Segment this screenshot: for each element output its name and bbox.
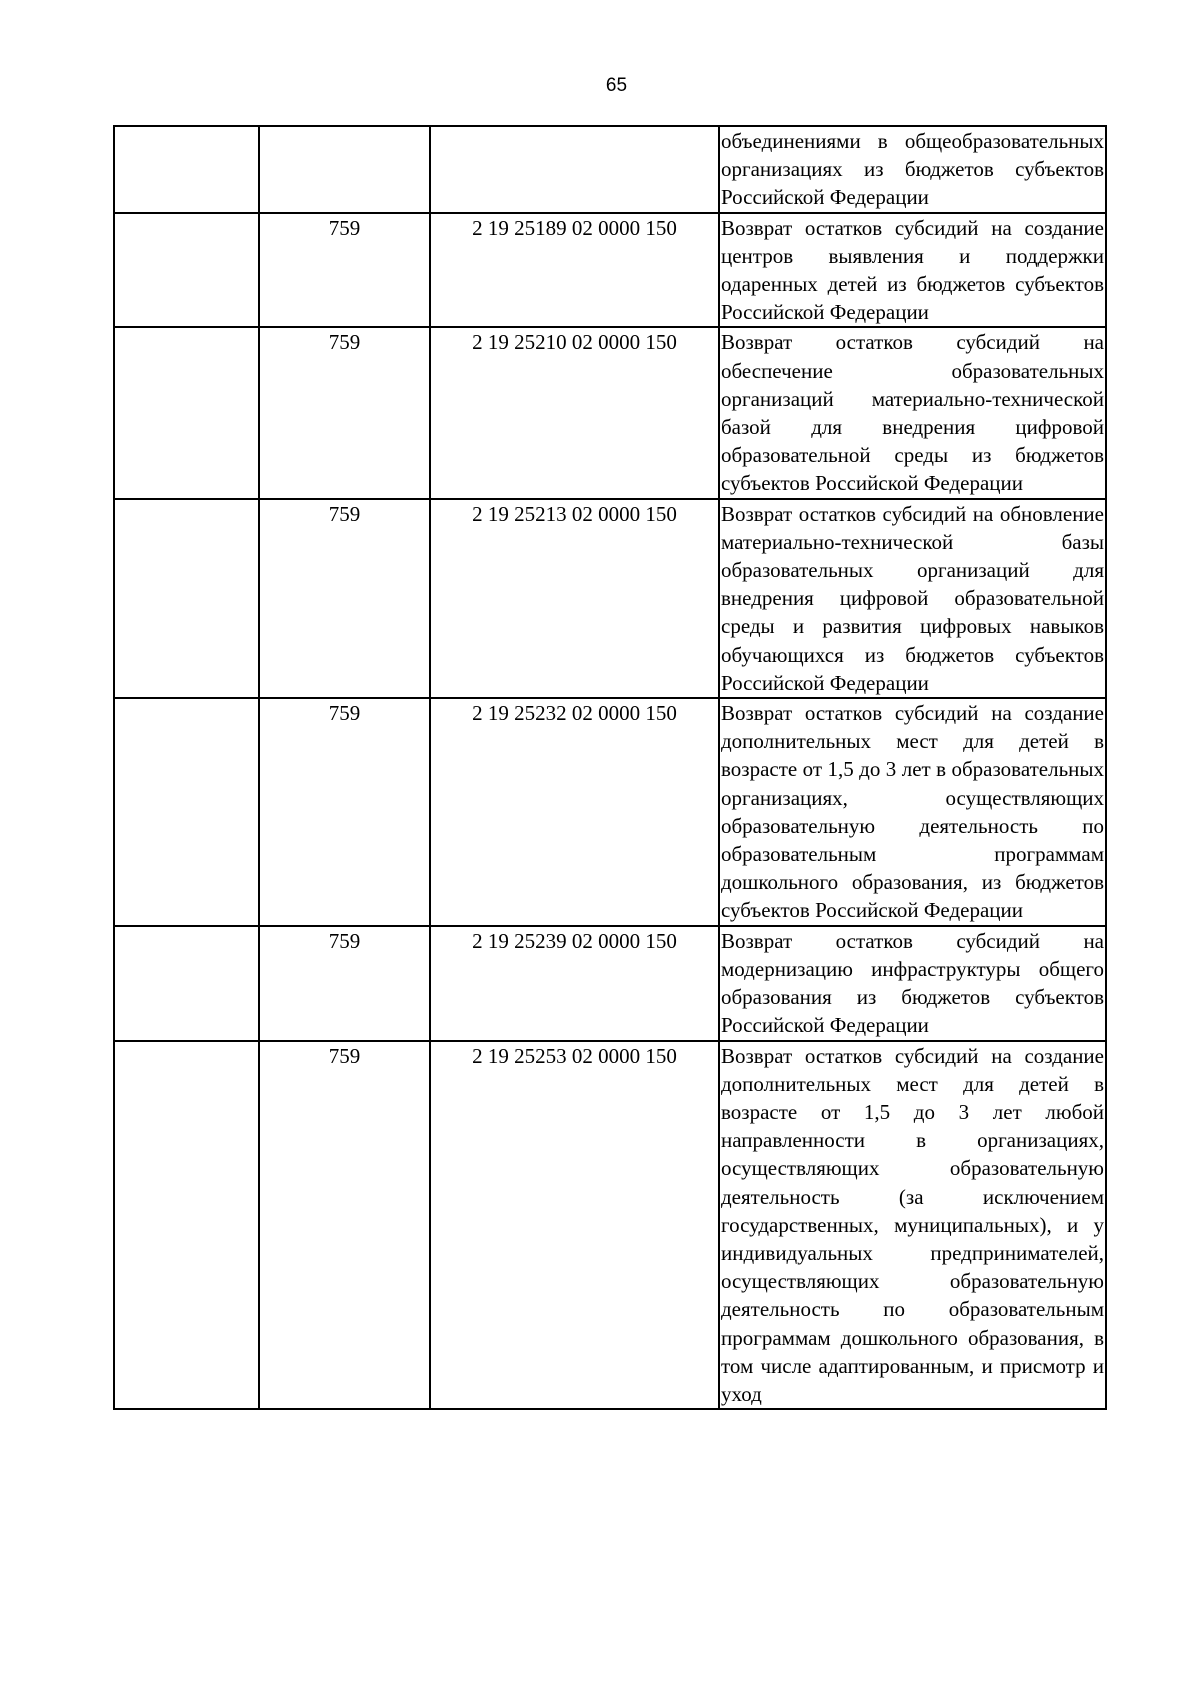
description-cell: [719, 926, 1106, 1041]
description-cell: [719, 213, 1106, 328]
row-index-cell: [114, 126, 259, 213]
admin-code-cell: 759: [259, 926, 430, 1041]
description-text: Возврат остатков субсидий на создание дополнительных мест для детей в возрасте от 1,5 до 3 лет в образовательных организациях, осуществляющих образовательную деятельность по образовательным программам дошкольного образования, из бюджетов субъектов Российской Федерации: [721, 701, 1104, 923]
table-row: [114, 213, 1106, 328]
table-row: [114, 926, 1106, 1041]
admin-code-cell: 759: [259, 327, 430, 498]
table-row: [114, 126, 1106, 213]
description-text: Возврат остатков субсидий на создание центров выявления и поддержки одаренных детей из бюджетов субъектов Российской Федерации: [721, 215, 1104, 325]
admin-code-cell: 759: [259, 1041, 430, 1410]
admin-code-cell: 759: [259, 499, 430, 698]
table-row: [114, 499, 1106, 698]
admin-code-cell: 759: [259, 213, 430, 328]
description-text: объединениями в общеобразовательных организациях из бюджетов субъектов Российской Федерации: [721, 129, 1104, 210]
description-text: Возврат остатков субсидий на обеспечение образовательных организаций материально-технической базой для внедрения цифровой образовательной среды из бюджетов субъектов Российской Федерации: [721, 330, 1104, 496]
budget-code-cell: 2 19 25210 02 0000 150: [430, 327, 719, 498]
page-number: 65: [605, 75, 628, 96]
description-cell: [719, 327, 1106, 498]
admin-code-cell: [259, 126, 430, 213]
row-index-cell: [114, 213, 259, 328]
description-text: Возврат остатков субсидий на создание дополнительных мест для детей в возрасте от 1,5 до 3 лет любой направленности в организациях, осуществляющих образовательную деятельность (за исключением государственных, муниципальных), и у индивидуальных предпринимателей, осуществляющих образовательную деятельность по образовательным программам дошкольного образования, в том числе адаптированным, и присмотр и уход: [721, 1043, 1104, 1406]
budget-code-cell: 2 19 25189 02 0000 150: [430, 213, 719, 328]
description-cell: [719, 698, 1106, 926]
description-cell: [719, 499, 1106, 698]
budget-codes-table: [113, 125, 1107, 1410]
budget-code-cell: [430, 126, 719, 213]
row-index-cell: [114, 926, 259, 1041]
table-row: [114, 327, 1106, 498]
admin-code-cell: 759: [259, 698, 430, 926]
description-text: Возврат остатков субсидий на обновление материально-технической базы образовательных организаций для внедрения цифровой образовательной среды и развития цифровых навыков обучающихся из бюджетов субъектов Российской Федерации: [721, 501, 1104, 695]
row-index-cell: [114, 1041, 259, 1410]
budget-code-cell: 2 19 25239 02 0000 150: [430, 926, 719, 1041]
budget-code-cell: 2 19 25253 02 0000 150: [430, 1041, 719, 1410]
budget-code-cell: 2 19 25232 02 0000 150: [430, 698, 719, 926]
description-text: Возврат остатков субсидий на модернизацию инфраструктуры общего образования из бюджетов субъектов Российской Федерации: [721, 928, 1104, 1038]
row-index-cell: [114, 499, 259, 698]
row-index-cell: [114, 327, 259, 498]
table-row: [114, 698, 1106, 926]
row-index-cell: [114, 698, 259, 926]
table-row: [114, 1041, 1106, 1410]
budget-code-cell: 2 19 25213 02 0000 150: [430, 499, 719, 698]
description-cell: [719, 1041, 1106, 1410]
description-cell: [719, 126, 1106, 213]
